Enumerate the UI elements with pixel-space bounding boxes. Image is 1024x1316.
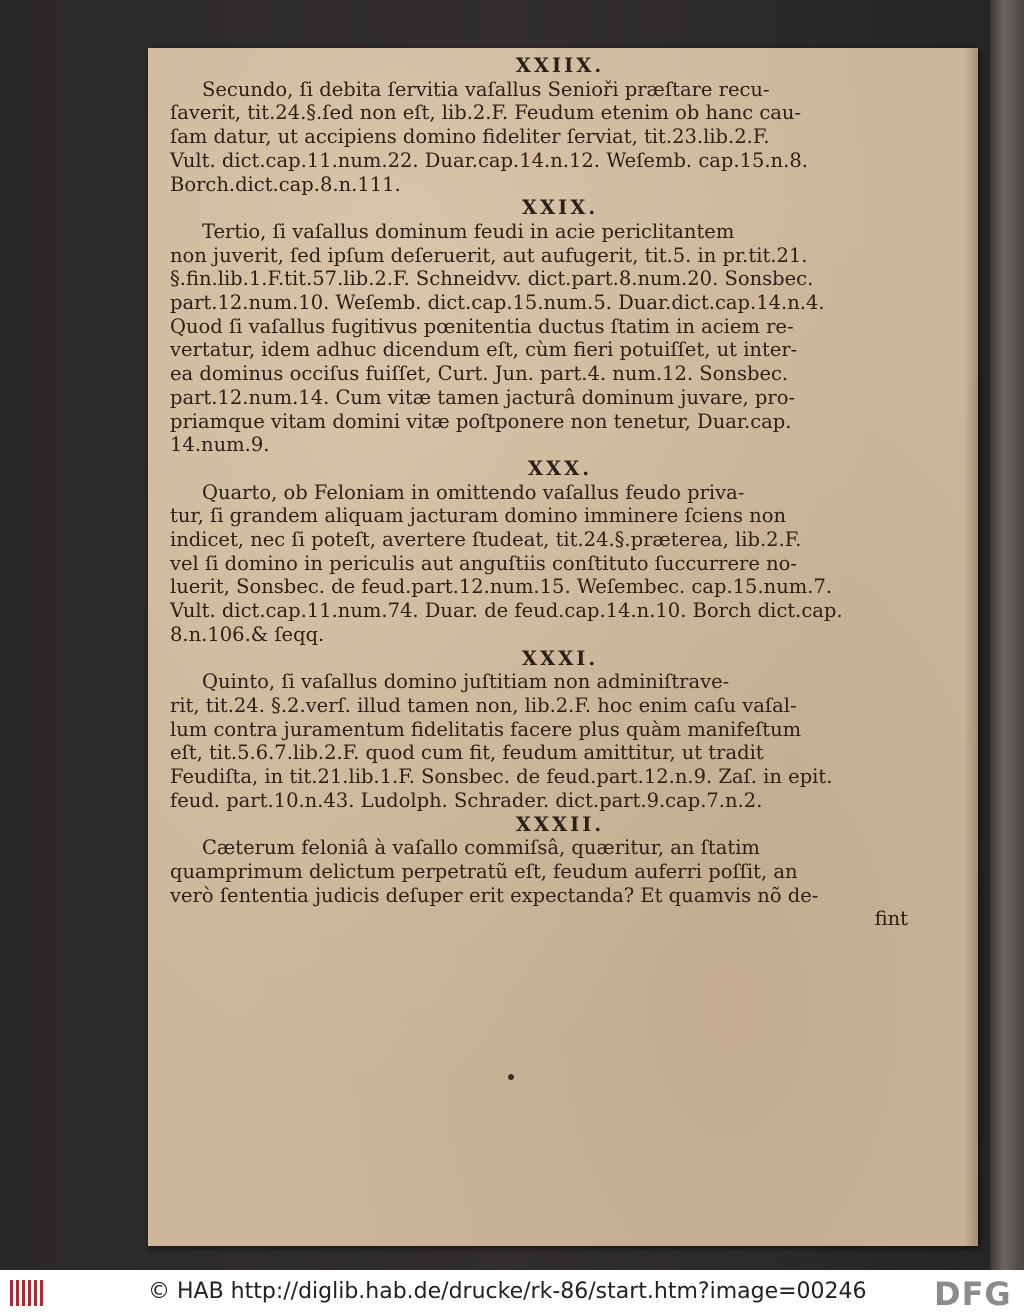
book-edge [990, 0, 1024, 1270]
ink-spot [508, 1074, 514, 1080]
text-line: ſam datur, ut accipiens domino fideliter ſerviat, tit.23.lib.2.F. [170, 125, 770, 149]
section-heading: XXIX. [521, 196, 599, 220]
footer-bar [0, 1270, 1024, 1316]
text-line: part.12.num.14. Cum vitæ tamen jacturâ dominum juvare, pro- [170, 385, 796, 409]
text-line: Cæterum feloniâ à vaſallo commiſsâ, quæritur, an ſtatim [202, 836, 760, 860]
page-text [170, 54, 910, 931]
text-line: Quarto, ob Feloniam in omittendo vaſallus feudo priva- [202, 480, 745, 504]
text-line: lum contra juramentum fidelitatis facere plus quàm manifeſtum [170, 717, 802, 741]
text-line: eſt, tit.5.6.7.lib.2.F. quod cum fit, feudum amittitur, ut tradit [170, 741, 764, 765]
text-line: Vult. dict.cap.11.num.74. Duar. de feud.cap.14.n.10. Borch dict.cap. [170, 599, 843, 623]
text-line: verò ſententia judicis deſuper erit expectanda? Et quamvis nõ de- [170, 883, 819, 907]
text-line: 8.n.106.& ſeqq. [170, 622, 325, 646]
section-heading: XXIIX. [515, 54, 605, 77]
text-line: Feudiſta, in tit.21.lib.1.F. Sonsbec. de feud.part.12.n.9. Zaſ. in epit. [170, 765, 833, 789]
section-heading: XXX. [527, 456, 593, 480]
text-line: vertatur, idem adhuc dicendum eſt, cùm fieri potuiſſet, ut inter- [170, 338, 798, 362]
section-heading: XXXII. [515, 812, 605, 836]
text-line: non juverit, ſed ipſum deſeruerit, aut aufugerit, tit.5. in pr.tit.21. [170, 243, 808, 267]
text-line: Quinto, ſi vaſallus domino juſtitiam non adminiſtrave- [202, 670, 730, 694]
section-heading: XXXI. [521, 646, 599, 670]
dfg-logo[interactable]: DFG [934, 1275, 1012, 1313]
text-line: priamque vitam domini vitæ poſtponere non tenetur, Duar.cap. [170, 409, 792, 433]
text-line: indicet, nec ſi poteſt, avertere ſtudeat, tit.24.§.præterea, lib.2.F. [170, 528, 802, 552]
page-shadow [964, 48, 978, 1246]
text-line: feud. part.10.n.43. Ludolph. Schrader. dict.part.9.cap.7.n.2. [170, 788, 763, 812]
text-line: vel ſi domino in periculis aut anguſtiis conſtituto ſuccurrere no- [170, 551, 797, 575]
text-line: ſaverit, tit.24.§.ſed non eſt, lib.2.F. Feudum etenim ob hanc cau- [170, 101, 802, 125]
text-line: Borch.dict.cap.8.n.111. [170, 172, 401, 196]
footer-url[interactable]: © HAB http://diglib.hab.de/drucke/rk-86/start.htm?image=00246 [148, 1279, 867, 1304]
hab-logo-icon[interactable] [8, 1278, 48, 1308]
text-line: rit, tit.24. §.2.verſ. illud tamen non, lib.2.F. hoc enim caſu vaſal- [170, 693, 797, 717]
text-line: tur, ſi grandem aliquam jacturam domino imminere ſciens non [170, 504, 787, 528]
text-line: ea dominus occiſus fuiſſet, Curt. Jun. part.4. num.12. Sonsbec. [170, 362, 789, 386]
text-line: part.12.num.10. Weſemb. dict.cap.15.num.5. Duar.dict.cap.14.n.4. [170, 291, 825, 315]
text-line: 14.num.9. [170, 433, 270, 457]
text-line: quamprimum delictum perpetratũ eſt, feudum auferri poſſit, an [170, 859, 798, 883]
text-line: luerit, Sonsbec. de feud.part.12.num.15. Weſembec. cap.15.num.7. [170, 575, 833, 599]
text-line: §.fin.lib.1.F.tit.57.lib.2.F. Schneidvv. dict.part.8.num.20. Sonsbec. [170, 267, 814, 291]
text-line: Tertio, ſi vaſallus dominum feudi in acie periclitantem [202, 219, 735, 243]
text-line: Vult. dict.cap.11.num.22. Duar.cap.14.n.12. Weſemb. cap.15.n.8. [170, 148, 808, 172]
text-line: Quod ſi vaſallus fugitivus pœnitentia ductus ſtatim in aciem re- [170, 314, 794, 338]
text-line: Secundo, ſi debita ſervitia vaſallus Senioři præſtare recu- [202, 77, 770, 101]
catchword: fint [874, 907, 908, 931]
